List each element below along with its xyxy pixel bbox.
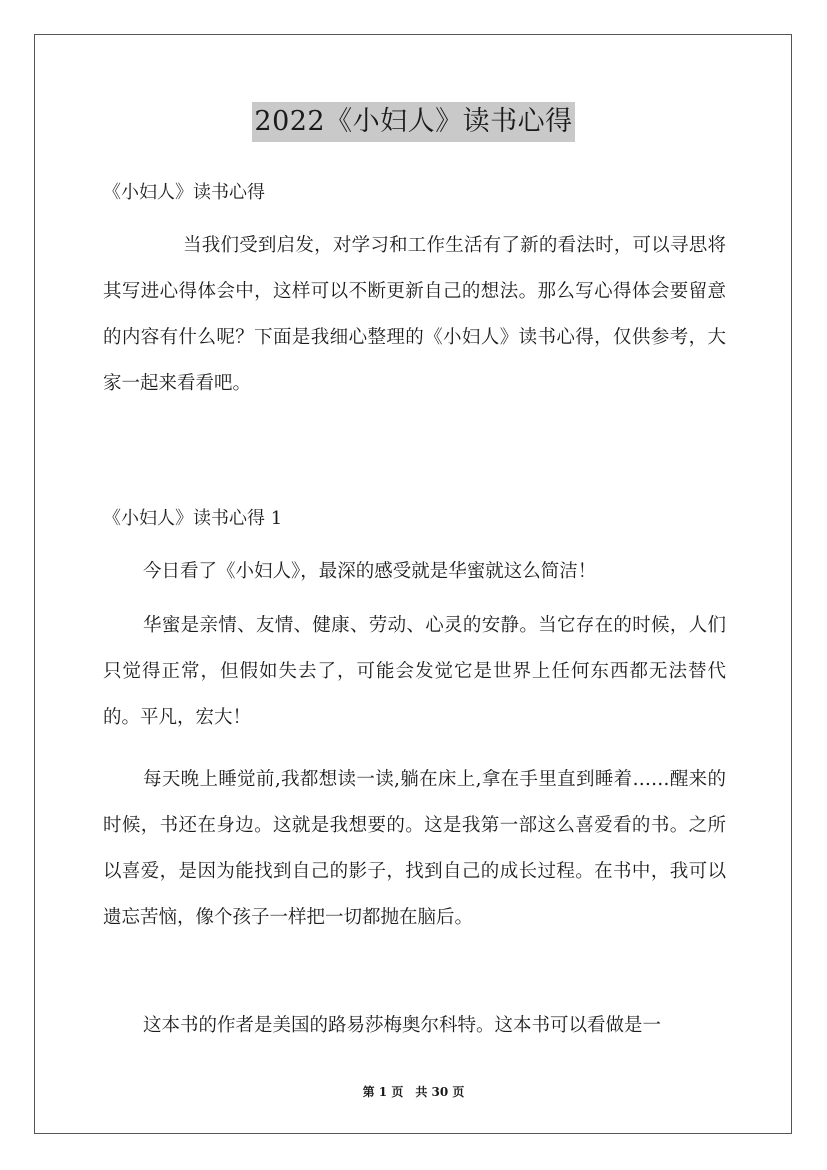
body-paragraph: 这本书的作者是美国的路易莎梅奥尔科特。这本书可以看做是一 (143, 1015, 662, 1036)
body-paragraph: 华蜜是亲情、友情、健康、劳动、心灵的安静。当它存在的时候，人们只觉得正常，但假如失去了，可能会发觉它是世界上任何东西都无法替代的。平凡，宏大！ (103, 615, 726, 728)
title-container (0, 102, 827, 142)
section-heading: 《小妇人》读书心得 1 (103, 508, 283, 529)
body-paragraph: 今日看了《小妇人》，最深的感受就是华蜜就这么简洁！ (143, 561, 597, 582)
intro-paragraph: 当我们受到启发，对学习和工作生活有了新的看法时，可以寻思将其写进心得体会中，这样可以不断更新自己的想法。那么写心得体会要留意的内容有什么呢？下面是我细心整理的《小妇人》读书心得，仅供参考，大家一起来看看吧。 (103, 235, 726, 394)
body-paragraph: 每天晚上睡觉前,我都想读一读,躺在床上,拿在手里直到睡着……醒来的时候，书还在身边。这就是我想要的。这是我第一部这么喜爱看的书。之所以喜爱，是因为能找到自己的影子，找到自己的成长过程。在书中，我可以遗忘苦恼，像个孩子一样把一切都抛在脑后。 (103, 769, 726, 928)
document-title: 2022《小妇人》读书心得 (252, 102, 574, 142)
intro-heading: 《小妇人》读书心得 (103, 182, 265, 203)
page-number: 第 1 页 共 30 页 (362, 1085, 465, 1099)
